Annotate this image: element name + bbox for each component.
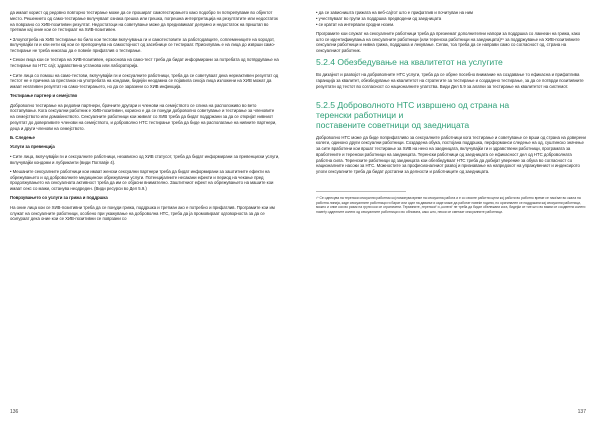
paragraph-prevention-1: • Сите лица, вклучувајќи ги и сексуалните работници, независно од ХИВ статусот, треба да бидат информирани за превенциски услуги, вклучувајќи кондоми и лубриканти (види Поглавје 4). <box>10 153 280 165</box>
heading-followup: Б. Следење <box>10 135 35 141</box>
section-title-quality-text: 5.2.4 Обезбедување на квалитетот на услугите <box>316 57 503 68</box>
paragraph-quality: Во дизајнот и развојот на доброволните НТС услуги, треба да се обрне посебно внимание на создавање то ефикасна и прифатлива гаранција за квалитет, обезбедување на квалитетот на стратегите за тестирање и создадено тестирање, за да се потврди позитивните резултати од тестот во согласност со националните упатства. Види Дел 5.9 за алатки за тестирање на квалитетот на системот. <box>316 72 584 89</box>
footnote: ¹⁹ Се однесува на теренски сексуални работник кој поминува време на сексуална работа и е со своите работни цели кој работи во работно време се наоѓаат во скала на работна линија, каде сексуалните работници ги барат или одат на давање и каде може да работат повеќе години, но оригинален се поддржани кај сексуални работници, можно и оние кои во ризик на групи кои се ограничени. Термините „теренски“ и „колега“ не треба да бидат обележани кога, бидејќи се тие што во вакви се соодветни колеги помеѓу одделните колеги од сексуалните работници и во обновата, како што, некои се сметаат сексуалните работници. <box>316 195 586 215</box>
page-number-right: 137 <box>577 409 586 415</box>
paragraph-community: Доброволно НТС може да биде поприфатливо за сексуалните работници кога тестирање и советување се врши од страна на доверени колеги, одиноно други сексуални работници. Создадена обука, постојана поддршка, перформанси следење на од, суштинско значење за сите вработени кои вршат тестирање за ХИВ на нено на заедницата, вклучувајќи ги и здравствени работници, програмата за вработените и теренски работници на заедницата. Теренски работници од заедницата се ефикасност дел од НТС доброволната работна сила. Теренските работници од заедницата кои обезбедуваат НТС треба да добијат уверение за обука во согласност со националните насоки за НТС. Можностите за професионалниот развој и признавање на напредокот на упражувениот и индексирото улоги сексуалните треба да бидат достапни за делности и работниците од заедницата. <box>316 134 586 175</box>
list-item: • да се зависништа грижата на веб-сајтот што е прифатлив и почитуван на ним <box>316 10 473 15</box>
paragraph-linkage-care: На оние лица кои се ХИВ-позитивни треба да се понуди грижа, поддршка и третман ако е потребно и прифатлив. Програмите кои им служат на сексуалните работници, особено при укажување на доброволна НТС, треба да ја промовираат одговорноста за да се осигураат дека оние кои се ХИВ-позитивни се поврзани со <box>10 204 275 222</box>
list-item: • учествуваат во групи за поддршка предводени од заедницата <box>316 15 442 21</box>
paragraph-self-testing: да имаат корист од редовно повторно тестирање може да се прошират самотестирањето како подобро ги поткрепуваме во објектот место. Решението од само-тестирање вклучуваат ознака грешка или грешка, погрешна интерпретација на резултатите или недостаток на поврзано со ХИВ-позитивен резултат. Недостатоци на советување може да предизвикаат делумно и недостаток на приштап во третман кај оние кои се тестираат на ХИВ-позитивен. <box>10 10 278 33</box>
footnote-divider <box>316 191 406 192</box>
section-title-community-line3: поставените советници од заедницата <box>316 119 470 130</box>
section-title-community-line2: теренски работници и <box>316 109 404 120</box>
list-item: • се кратат на интервали сродни нозем. <box>316 21 395 27</box>
left-page-column <box>10 10 280 226</box>
paragraph-prevention-2: • Мешаните сексуалните работници кои имаат женски сексуални партнери треба да бидат информирани за заштитните ефекти на обрежувањето и од доброволните медицински обрежувачки услуги. Потенцијалните несакани ефекти и период на чекање пред продолжувањето на сексуалната активност треба да им се објасни внимателно. Заштитниот ефект на обрежувањето на машите кои имаат секс со мажи, останува неодреден. (Види ресурси во Дел 5.9.) <box>10 168 274 192</box>
heading-prevention-services: Услуги за превенција <box>10 144 55 150</box>
paragraph-partner-testing: Доброволно тестирање на редовни партнери, брачните другари и членови на семејството се слина на расположиво во вето постапување. Кога сексуални работник е ХИВ-позитивен, корисно е да се понуди доброволно советување и тестирање за членовите на семејството или домаќинството. Сексуалните работници кои живеат со ХИВ треба да бидат поддржани за да се откријат нивниот резултат до доверливите членови на семејството, и доброволно НТС тестирање треба да биде на располагање на нивните партнери, деца и други членови на семејството. <box>10 102 277 131</box>
paragraph-condoms: • Сите лица со помош на само-тестови, вклучувајќи ги и сексуалните работници, треба да се советуваат дека нереактивен резултат од тестот не е причина за престанок на употребата на кондоми, бидејќи неодамна се појавила секоја лица изложени на ХИВ можат да имаат негативен резултат на само-тестирањето, но да се заразени со ХИВ инфекција. <box>10 72 279 90</box>
section-title-quality <box>316 57 588 67</box>
heading-partner-testing: Тестирање партнер и семејство <box>10 93 78 99</box>
paragraph-misuse: • Злоупотреба на ХИВ тестирање во било кои тестови вклучувања ги и самотестовите за работодавците, соплемениците на ѕородот, вклучувајќи ги и кли енти кај кои се препорачува на самостојност од засебнице се тестираат. Присилувањ е на лица до изврши само-тестирање не треба никогаш да е повеќе прифатлив о тестирање. <box>10 36 276 54</box>
paragraph-program-support: Програмите кои служат на сексуалните работници треба да презеемат дополнителни напори за поддршка со лакнеан на грижа, како што се идентификувања на сексуалните работници (или теренска работници на заедницата)¹⁹ за поддржување на ХИВ-позитивните сексуални работници и нивна грижа, поддршка и лекување. Сепак, тоа треба да се направи само со согласност од, страна на сексуалниот работник. <box>316 30 581 54</box>
page-number-left: 136 <box>10 409 19 415</box>
section-title-community <box>316 100 588 130</box>
paragraph-confirm: • Секои лица кои се тестира на ХИВ-позитивен, ерзоснова на само-тест треба да бидат информирани за потребата од потврдување на тестирање во НТС сајт, здравствена установа или лабораторија. <box>10 57 279 69</box>
right-page-column <box>316 10 588 215</box>
section-title-community-line1: 5.2.5 Доброволното НТС извршено од страна на <box>316 99 510 110</box>
heading-linkage-care: Поврзувањето со услуги за грижа и поддршка <box>10 195 108 201</box>
